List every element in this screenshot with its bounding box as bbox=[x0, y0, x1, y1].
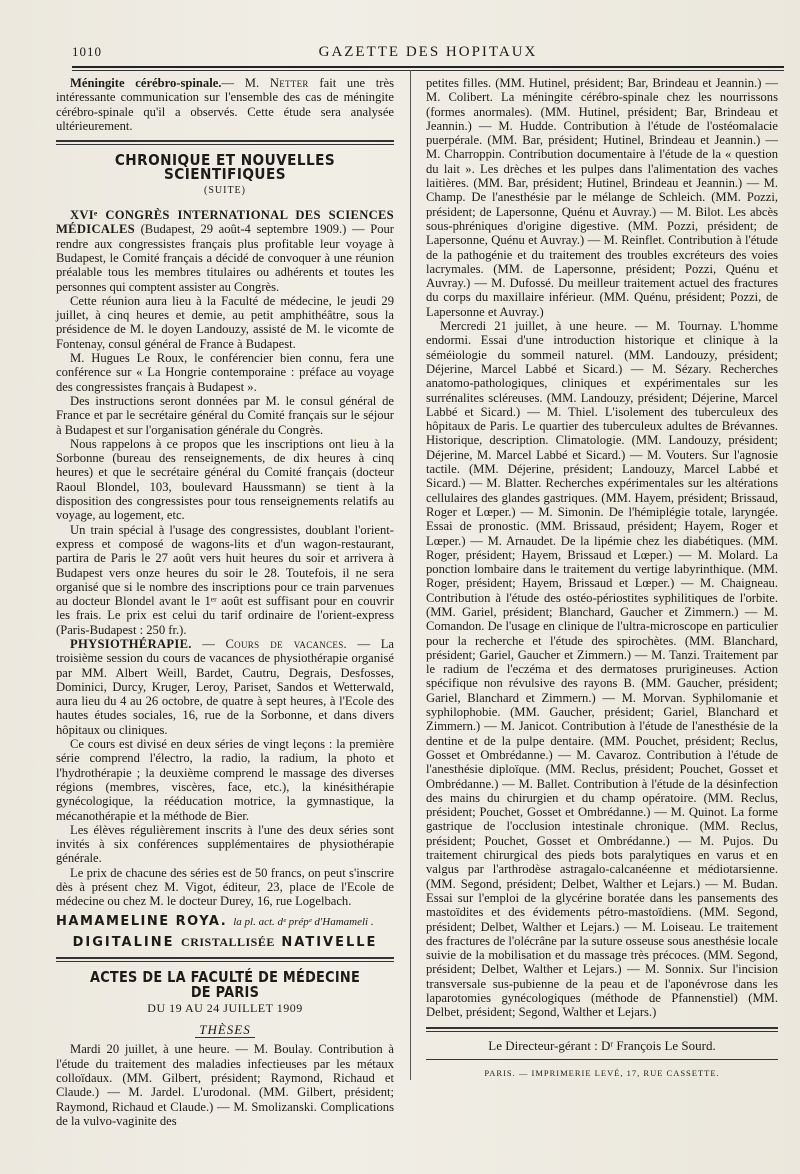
hamameline-brand: HAMAMELINE ROYA. bbox=[56, 913, 228, 929]
physio-subtitle: Cours de vacances. bbox=[225, 636, 347, 651]
digitaline-ad bbox=[56, 935, 394, 950]
digitaline-nativelle: NATIVELLE bbox=[281, 934, 378, 950]
physio-paragraph-2: Ce cours est divisé en deux séries de vingt leçons : la première série comprend l'électro, la radio, la radium, la photo et l'hydrothérapie ; la deuxième comprend le massage des diverses régions (membres, viscères, face, etc.), la kinésithérapie gynécologique, la rééducation motrice, la gymnastique, la mécanothérapie et la méthode de Bier. bbox=[56, 737, 394, 823]
actes-heading: ACTES DE LA FACULTÉ DE MÉDECINE DE PARIS bbox=[89, 968, 361, 1001]
congres-paragraph-2: Cette réunion aura lieu à la Faculté de médecine, le jeudi 29 juillet, à cinq heures et demie, au petit amphithéâtre, sous la présidence de M. le doyen Landouzy, assisté de M. le vicomte de Fontenay, consul général de France à Budapest. bbox=[56, 293, 394, 351]
left-column bbox=[56, 76, 394, 1128]
header-rule-thin bbox=[72, 70, 784, 71]
congres-paragraph-3: M. Hugues Le Roux, le conférencier bien connu, fera une conférence sur « La Hongrie contemporaine : préface au voyage des congressistes français à Budapest ». bbox=[56, 351, 394, 394]
signature-rule bbox=[426, 1027, 778, 1032]
header-rule bbox=[72, 66, 784, 68]
meningite-title: Méningite cérébro-spinale. bbox=[70, 76, 222, 90]
physio-paragraph-3: Les élèves régulièrement inscrits à l'une des deux séries sont invités à six conférences supplémentaires de physiothérapie générale. bbox=[56, 822, 394, 866]
congres-paragraph-4: Des instructions seront données par M. le consul général de France et par le secrétaire général du Comité français sur le séjour à Budapest et sur l'organisation générale du Congrès. bbox=[56, 393, 394, 437]
publication-title: GAZETTE DES HOPITAUX bbox=[318, 44, 538, 60]
digitaline-cristallisee: CRISTALLISÉE bbox=[181, 934, 275, 949]
page-number: 1010 bbox=[72, 44, 102, 59]
hamameline-tagline: la pl. act. dᵉ prépᵉ d'Hamameli . bbox=[233, 915, 374, 928]
physio-text-1: — La troisième session du cours de vacances de physiothérapie organisé par MM. Albert Weill, Bardet, Cautru, Degrais, Desfosses, Dominici, Durcy, Kruger, Leroy, Pariset, Sandos et Wetterwald, aura lieu du 4 au 26 octobre, de quatre à sept heures, à l'Ecole des hautes études sociales, 16, rue de la Sorbonne, et dans divers hôpitaux ou cliniques. bbox=[56, 636, 394, 737]
actes-date: DU 19 AU 24 JUILLET 1909 bbox=[147, 1000, 303, 1015]
congres-paragraph-1 bbox=[56, 208, 394, 294]
right-column bbox=[426, 76, 778, 1080]
page-header bbox=[72, 44, 784, 64]
meningite-dash: — M. bbox=[221, 76, 270, 90]
physio-paragraph-1: PHYSIOTHÉRAPIE. — Cours de vacances. — La troisième session du cours de vacances de physiothérapie organisé par MM. Albert Weill, Bardet, Cautru, Degrais, Desfosses, Dominici, Durcy, Kruger, Leroy, Pariset, Sandos et Wetterwald, aura lieu du 4 au 26 octobre, de quatre à sept heures, à l'Ecole des hautes études sociales, 16, rue de la Sorbonne, et dans divers hôpitaux ou cliniques. bbox=[56, 636, 394, 737]
chronique-heading: CHRONIQUE ET NOUVELLES SCIENTIFIQUES bbox=[114, 151, 336, 184]
imprimerie-rule bbox=[426, 1059, 778, 1060]
theses-paragraph-1: Mardi 20 juillet, à une heure. — M. Boulay. Contribution à l'étude du traitement des maladies infectieuses par les métaux colloïdaux. (MM. Gilbert, président; Raymond, Richaud et Claude.) — M. Jardel. L'urodonal. (MM. Gilbert, président; Raymond, Richaud et Claude.) — M. Smolizanski. Complications de la vulvo-vaginite des bbox=[56, 1042, 394, 1128]
digitaline-word: DIGITALINE bbox=[72, 934, 175, 950]
congres-paragraph-6: Un train spécial à l'usage des congressistes, doublant l'orient-express et composé de wagons-lits et d'un wagon-restaurant, partira de Paris le 27 août vers huit heures du soir et arrivera à Budapest vers onze heures du soir le 28. Toutefois, il ne sera organisé que si le nombre des inscriptions pour ce train parvenues au docteur Blondel avant le 1ᵉʳ août est suffisant pour en couvrir les frais. Le prix est celui du tarif ordinaire de l'orient-express (Paris-Budapest : 250 fr.). bbox=[56, 522, 394, 637]
column-separator bbox=[410, 70, 411, 1080]
actes-rule bbox=[56, 957, 394, 962]
meningite-author: Netter bbox=[269, 76, 309, 90]
physio-paragraph-4: Le prix de chacune des séries est de 50 francs, on peut s'inscrire dès à présent chez M. Vigot, éditeur, 23, place de l'Ecole de médecine ou chez M. le docteur Durey, 16, rue Logelbach. bbox=[56, 865, 394, 909]
congres-text-1: (Budapest, 29 août-4 septembre 1909.) — Pour rendre aux congressistes français plus profitable leur voyage à Budapest, le Comité français a décidé de convoquer à une réunion préalable tous les membres titulaires ou adhérents et toutes les personnes qui comptent assister au Congrès. bbox=[56, 222, 394, 294]
congres-paragraph-5: Nous rappelons à ce propos que les inscriptions ont lieu à la Sorbonne (bureau des renseignements, de dix heures à cinq heures) et que le secrétaire général du Comité français (docteur Raoul Blondel, 103, boulevard Haussmann) se tient à la disposition des congressistes pour tous renseignements relatifs au voyage, au logement, etc. bbox=[56, 436, 394, 523]
physio-title: PHYSIOTHÉRAPIE. bbox=[70, 636, 192, 651]
meningite-paragraph bbox=[56, 76, 394, 133]
director-signature: Le Directeur-gérant : Dʳ François Le Sourd. bbox=[488, 1037, 716, 1053]
suite-label: (SUITE) bbox=[204, 184, 246, 196]
theses-rule bbox=[195, 1037, 255, 1038]
congres-title: XVIᵉ CONGRÈS INTERNATIONAL DES SCIENCES MÉDICALES bbox=[56, 208, 394, 237]
theses-heading: THÈSES bbox=[199, 1022, 251, 1038]
section-rule bbox=[56, 140, 394, 145]
hamameline-ad bbox=[56, 915, 394, 929]
right-paragraph-2: Mercredi 21 juillet, à une heure. — M. Tournay. L'homme endormi. Essai d'une introduction historique et clinique à la séméiologie du sommeil naturel. (MM. Landouzy, président; Déjerine, Marcel Labbé et Sicard.) — M. Sézary. Recherches anatomo-pathologiques, cliniques et expérimentales sur les surrénalites scléreuses. (MM. Landouzy, président; Déjerine, Marcel Labbé et Sicard.) — M. Thiel. L'isolement des tuberculeux des hôpitaux de Paris. Le quartier des tuberculeux adultes de Brévannes. Historique, description. Climatologie. (MM. Landouzy, président; Déjerine, M. Marcel Labbé et Sicard.) — M. Vouters. Sur l'agnosie tactile. (MM. Déjerine, président; Landouzy, Marcel Labbé et Sicard.) — M. Blatter. Recherches expérimentales sur les altérations cellulaires des glandes gastriques. (MM. Hayem, président; Brissaud, Roger et Lœper.) — M. Simonin. De l'hémiplégie totale, laryngée. Essai de pronostic. (MM. Brissaud, président; Hayem, Roger et Lœper.) — M. Arnaudet. De la lipémie chez les diabétiques. (MM. Roger, président; Hayem, Brissaud et Lœper.) — M. Molard. La ponction lombaire dans le traitement du vertige labyrinthique. (MM. Roger, président; Hayem, Brissaud et Lœper.) — M. Chaigneau. Contribution à l'étude des ostéo-périostites syphilitiques de l'orbite. (MM. Gariel, président; Blanchard, Gaucher et Zimmern.) — M. Comandon. De l'usage en clinique de l'ultra-microscope en particulier pour la recherche et l'étude des spirochètes. (MM. Blanchard, président; Gariel, Gaucher et Zimmern.) — M. Tanzi. Traitement par le radium de l'eczéma et des dermatoses prurigineuses. Action spécifique non révulsive des rayons B. (MM. Gaucher, président; Gariel, Blanchard et Zimmern.) — M. Morvan. Syphilomanie et syphilophobie. (MM. Gaucher, président; Gariel, Blanchard et Zimmern.) — M. Janicot. Contribution à l'étude de l'anesthésie de la dentine et de la pulpe dentaire. (MM. Pouchet, président; Reclus, Gosset et Ombrédanne.) — M. Cavaroz. Contribution à l'étude de l'anesthésie diploïque. (MM. Reclus, président; Pouchet, Gosset et Ombrédanne.) — M. Ballet. Contribution à l'étude de la désinfection des mains du chirurgien et du champ opératoire. (MM. Reclus, président; Pouchet, Gosset et Ombrédanne.) — M. Quinot. La forme gastrique de l'occlusion intestinale chronique. (MM. Reclus, président; Pouchet, Gosset et Ombrédanne.) — M. Pujos. Du traitement chirurgical des pieds bots paralytiques en varus et en valgus par l'arthrodèse astragalo-calcanéenne et médiotarsienne. (MM. Segond, président; Delbet, Walther et Lejars.) — M. Budan. Essai sur l'emploi de la glycérine boratée dans les pansements des mastoïdites et des évidements pétro-mastoïdiens. (MM. Segond, président; Delbet, Walther et Lejars.) — M. Loiseau. Le traitement des fractures de l'olécrâne par la suture osseuse sous anesthésie locale suivie de la mobilisation et du massage très précoces. (MM. Segond, président; Delbet, Walther et Lejars.) — M. Sonnix. Sur l'incision transversale sus-pubienne de la peau et de l'aponévrose dans les laparotomies gynécologiques (méthode de Pfannenstiel) (MM. Delbet, président; Segond, Walther et Lejars.) bbox=[426, 319, 778, 1020]
meningite-text: fait une très intéressante communication sur l'ensemble des cas de méningite cérébro-spinale qu'il a observés. Cette étude sera analysée ultérieurement. bbox=[56, 76, 394, 133]
imprimerie-line: PARIS. — IMPRIMERIE LEVÉ, 17, RUE CASSETTE. bbox=[484, 1067, 720, 1078]
right-paragraph-1: petites filles. (MM. Hutinel, président; Bar, Brindeau et Jeannin.) — M. Colibert. La méningite cérébro-spinale chez les nourrissons (formes anormales). (MM. Hutinel, président; Bar, Brindeau et Jeannin.) — M. Hudde. Contribution à l'étude de l'ostéomalacie puerpérale. (MM. Bar, président; Hutinel, Brindeau et Jeannin.) — M. Charroppin. Contribution documentaire à l'étude de la « question du lait ». Les drèches et les pulpes dans l'alimentation des vaches laitières. (MM. Bar, président; Hutinel, Brindeau et Jeannin.) — M. Champ. De l'anesthésie par le mélange de Schleich. (MM. Pozzi, président; de Lapersonne, Quénu et Auvray.) — M. Bilot. Les abcès sous-phréniques d'origine digestive. (MM. Pozzi, président; de Lapersonne, Quénu et Auvray.) — M. Reinflet. Contribution à l'étude de la pathogénie et du traitement des troubles excréteurs des voies lacrymales. (MM. de Lapersonne, président; Pozzi, Quénu et Auvray.) — M. Dufossé. Du meilleur traitement actuel des fractures du corps du maxillaire inférieur. (MM. Quénu, président; Pozzi, de Lapersonne et Auvray.) bbox=[426, 76, 778, 319]
